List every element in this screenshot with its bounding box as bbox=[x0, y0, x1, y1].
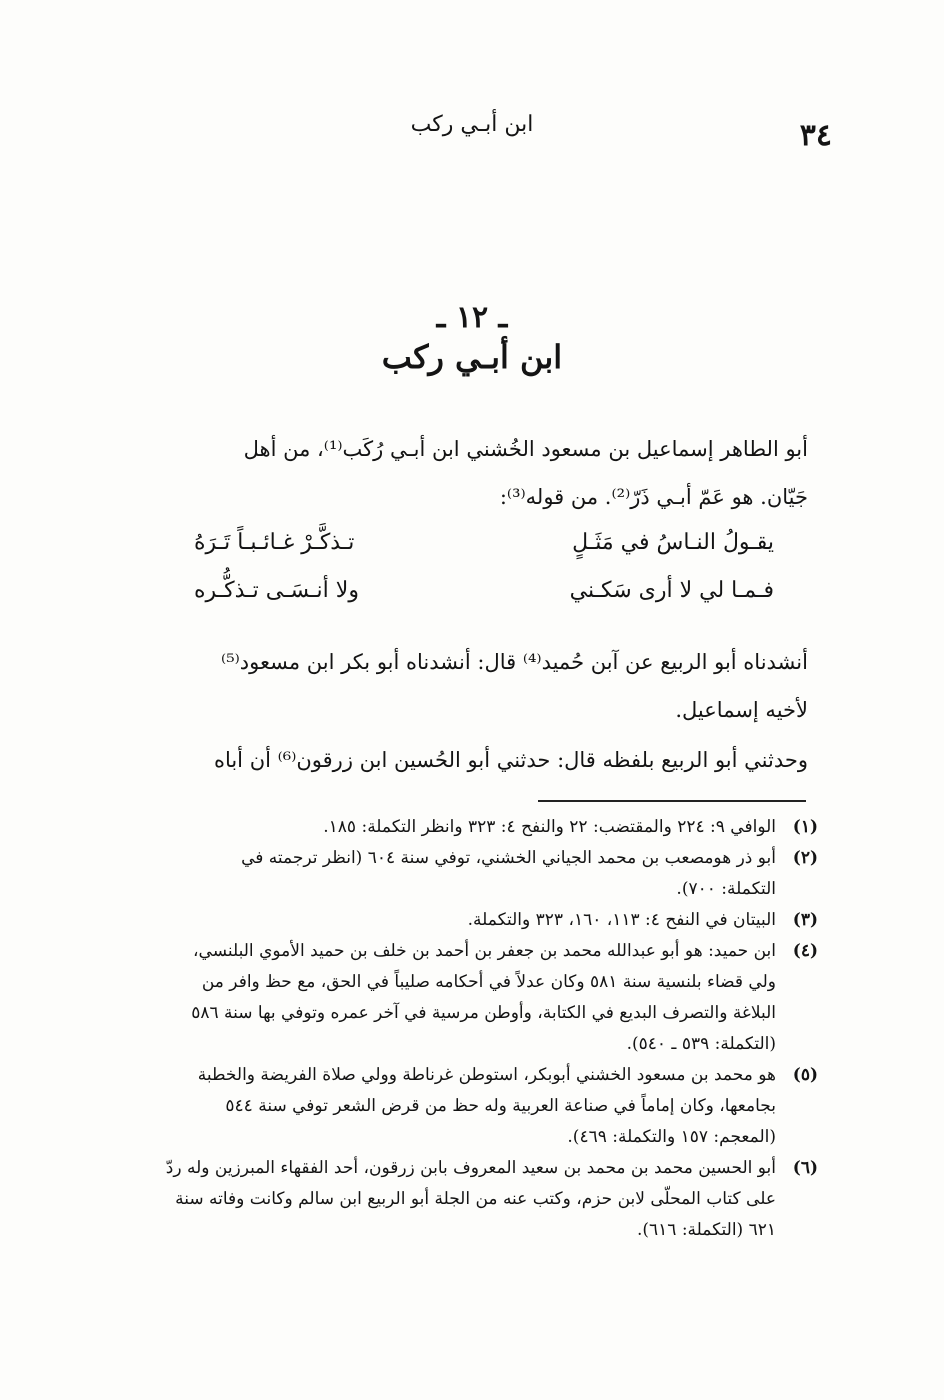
footnote-line: البيتان في النفح ٤: ١١٣، ١٦٠، ٣٢٣ والتكملة. bbox=[467, 910, 776, 930]
footnote-line: على كتاب المحلّى لابن حزم، وكتب عنه من الجلة أبو الربيع ابن سالم وكانت وفاته سنة bbox=[175, 1189, 776, 1209]
footnote-line: الوافي ٩: ٢٢٤ والمقتضب: ٢٢ والنفح ٤: ٣٢٣ وانظر التكملة: ١٨٥. bbox=[323, 817, 776, 837]
footnote-number: (٥) bbox=[792, 1065, 818, 1085]
section-title: ابن أبـي ركب bbox=[381, 338, 563, 376]
text-line: أنشدناه أبو الربيع عن آبن حُميد⁽⁴⁾ قال: أنشدناه أبو بكر ابن مسعود⁽⁵⁾ bbox=[221, 650, 808, 674]
footnote-line: بجامعها، وكان إماماً في صناعة العربية وله حظ من قرض الشعر توفي سنة ٥٤٤ bbox=[225, 1096, 776, 1116]
footnote-line: البلاغة والتصرف البديع في الكتابة، وأوطن مرسية في آخر عمره وتوفي بها سنة ٥٨٦ bbox=[191, 1003, 776, 1023]
footnote-line: (التكملة: ٥٣٩ ـ ٥٤٠). bbox=[626, 1034, 776, 1054]
verse-hemistich-first: فـمـا لي لا أرى سَكـني bbox=[569, 578, 774, 603]
footnotes bbox=[103, 812, 818, 1246]
text-line: جَيّان. هو عَمّ أبـي ذَرّ⁽²⁾. من قوله⁽³⁾: bbox=[499, 485, 808, 509]
text-line: لأخيه إسماعيل. bbox=[675, 698, 808, 722]
attribution-paragraph bbox=[108, 638, 808, 734]
narration-paragraph bbox=[108, 736, 808, 784]
footnote bbox=[103, 843, 818, 905]
biography-paragraph bbox=[108, 425, 808, 521]
footnote bbox=[103, 812, 818, 843]
footnote-number: (١) bbox=[792, 817, 818, 837]
footnote-number: (٢) bbox=[792, 848, 818, 868]
footnote-line: أبو ذر هومصعب بن محمد الجياني الخشني، توفي سنة ٦٠٤ (انظر ترجمته في bbox=[241, 848, 776, 868]
footnote-line: (المعجم: ١٥٧ والتكملة: ٤٦٩). bbox=[567, 1127, 776, 1147]
footnote-number: (٤) bbox=[792, 941, 818, 961]
footnote-number: (٣) bbox=[792, 910, 818, 930]
verse-hemistich-first: يقـولُ النـاسُ في مَثَـلٍ bbox=[572, 530, 774, 555]
footnote-line: التكملة: ٧٠٠). bbox=[676, 879, 776, 899]
text-line: أبو الطاهر إسماعيل بن مسعود الخُشني ابن أبـي رُكَب⁽¹⁾، من أهل bbox=[243, 437, 808, 461]
verse-line bbox=[194, 530, 774, 555]
running-head: ابن أبـي ركب bbox=[410, 112, 534, 137]
verse-hemistich-second: ولا أنـسَـى تـذكُّـره bbox=[194, 578, 359, 603]
section-number: ـ ١٢ ـ bbox=[436, 300, 508, 335]
footnote bbox=[103, 1153, 818, 1246]
verse-hemistich-second: تـذكَّـرْ غـائـبـاً تَـرَهُ bbox=[194, 530, 355, 555]
footnote bbox=[103, 905, 818, 936]
footnote-line: ٦٢١ (التكملة: ٦١٦). bbox=[636, 1220, 776, 1240]
footnote-number: (٦) bbox=[792, 1158, 818, 1178]
footnote bbox=[103, 1060, 818, 1153]
verse-line bbox=[194, 578, 774, 603]
footnote-line: ولي قضاء بلنسية سنة ٥٨١ وكان عدلاً في أحكامه صليباً في الحق، مع حظ وافر من bbox=[201, 972, 776, 992]
page-number: ٣٤ bbox=[799, 118, 832, 153]
footnote-line: ابن حميد: هو أبو عبدالله محمد بن جعفر بن أحمد بن خلف بن حميد الأموي البلنسي، bbox=[193, 941, 776, 961]
footnote-line: أبو الحسين محمد بن محمد بن سعيد المعروف بابن زرقون، أحد الفقهاء المبرزين وله ردّ bbox=[165, 1158, 776, 1178]
footnote-separator bbox=[538, 800, 806, 802]
text-line: وحدثني أبو الربيع بلفظه قال: حدثني أبو الحُسين ابن زرقون⁽⁶⁾ أن أباه bbox=[213, 748, 808, 772]
footnote-line: هو محمد بن مسعود الخشني أبوبكر، استوطن غرناطة وولي صلاة الفريضة والخطبة bbox=[197, 1065, 776, 1085]
footnote bbox=[103, 936, 818, 1060]
